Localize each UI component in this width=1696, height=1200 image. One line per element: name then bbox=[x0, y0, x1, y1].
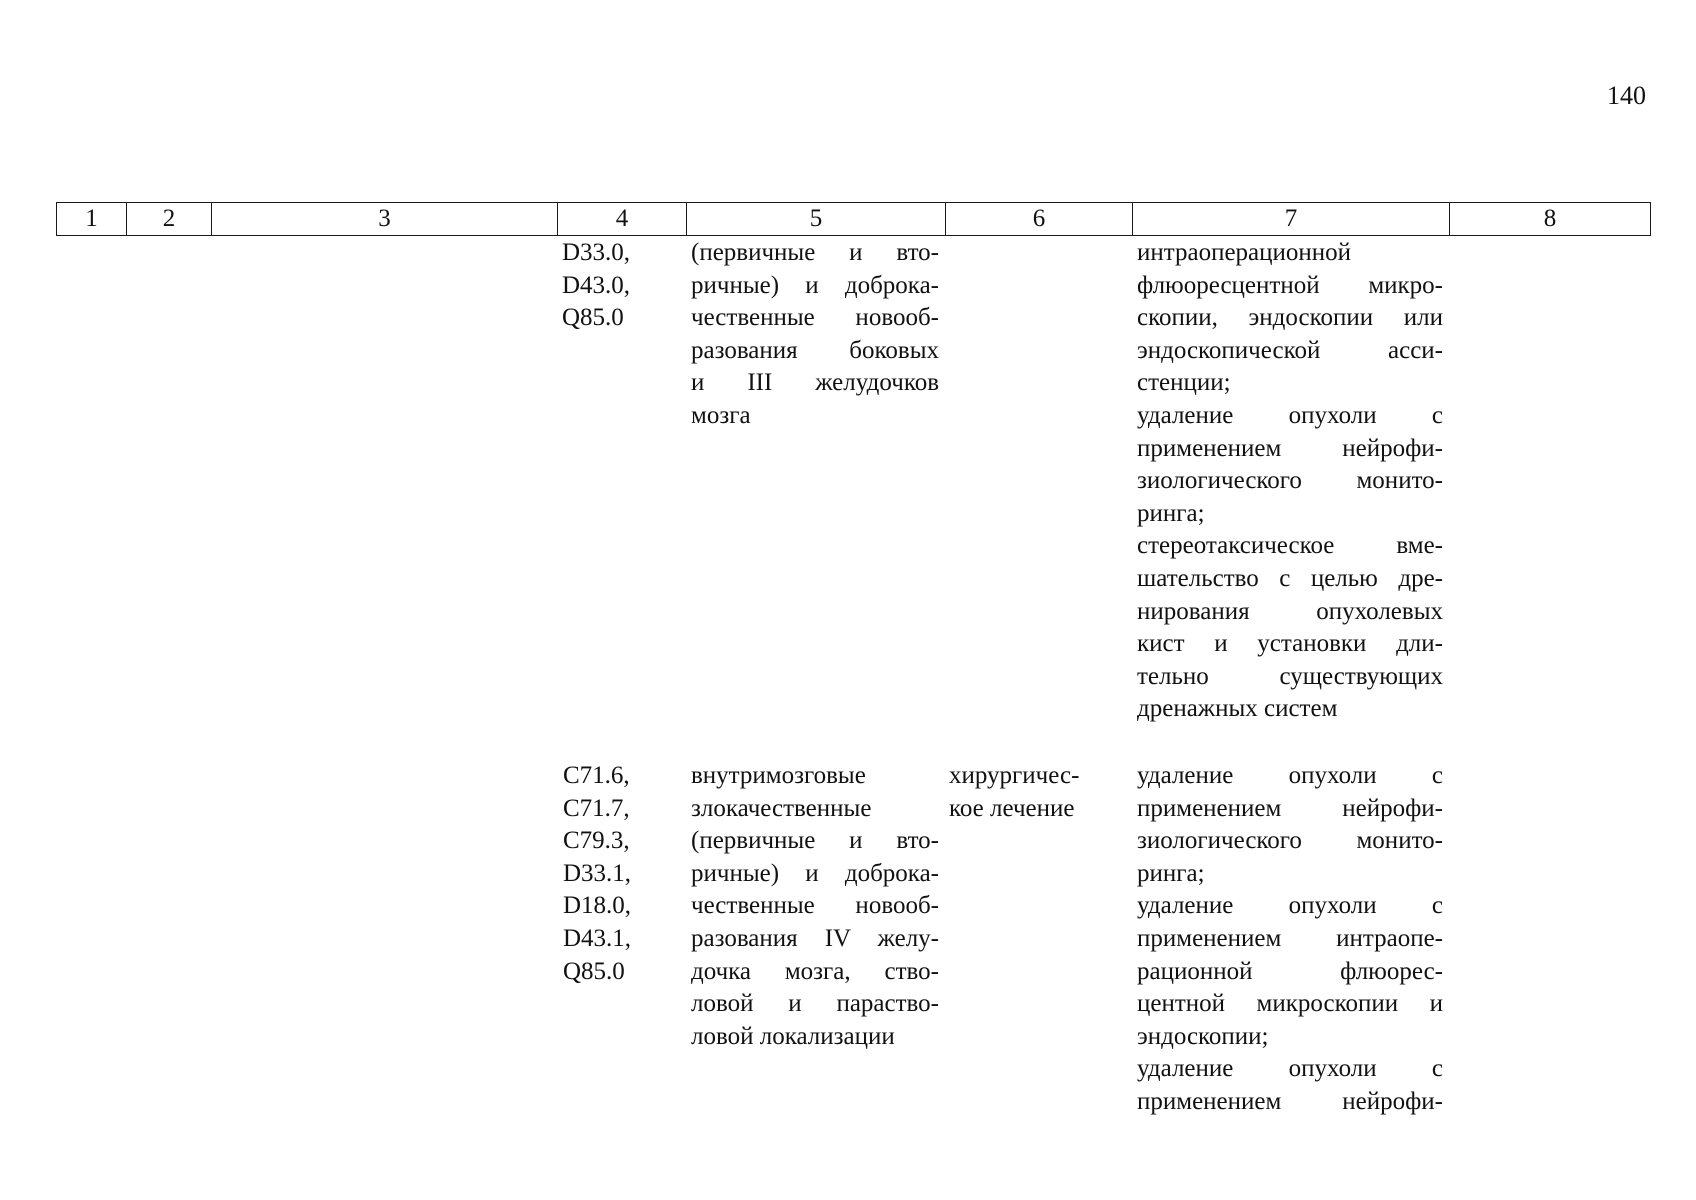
method-line: зиологического монито- bbox=[1137, 467, 1443, 495]
code: D33.0, bbox=[562, 239, 631, 266]
header-cell-5: 5 bbox=[686, 202, 945, 236]
method-line: удаление опухоли с bbox=[1137, 401, 1443, 429]
diagnosis-line: внутримозговые bbox=[691, 762, 866, 789]
diagnosis-line: чественные новооб- bbox=[691, 304, 939, 332]
method-line: эндоскопической асси- bbox=[1137, 336, 1443, 364]
row2-diagnosis bbox=[691, 760, 939, 1053]
row2-treatment-type bbox=[949, 760, 1099, 825]
page-number: 140 bbox=[1607, 81, 1646, 110]
method-line: тельно существующих bbox=[1137, 662, 1443, 690]
method-line: интраоперационной bbox=[1137, 239, 1352, 266]
diagnosis-line: (первичные и вто- bbox=[691, 239, 939, 266]
header-cell-6: 6 bbox=[945, 202, 1132, 236]
diagnosis-line: злокачественные bbox=[691, 794, 872, 822]
method-line: удаление опухоли с bbox=[1137, 892, 1443, 920]
row1-codes bbox=[562, 237, 682, 335]
method-line: скопии, эндоскопии или bbox=[1137, 304, 1443, 332]
treatment-type-line: хирургичес- bbox=[949, 762, 1080, 789]
header-cell-7: 7 bbox=[1132, 202, 1449, 236]
method-line: рационной флюорес- bbox=[1137, 957, 1443, 985]
method-line: удаление опухоли с bbox=[1137, 762, 1443, 789]
method-line: стенции; bbox=[1137, 369, 1231, 397]
method-line: центной микроскопии и bbox=[1137, 990, 1443, 1018]
method-line: кист и установки дли- bbox=[1137, 630, 1443, 658]
method-line: дренажных систем bbox=[1137, 695, 1338, 723]
diagnosis-line: мозга bbox=[691, 401, 751, 429]
header-cell-2: 2 bbox=[126, 202, 211, 236]
header-cell-4: 4 bbox=[557, 202, 686, 236]
method-line: ринга; bbox=[1137, 499, 1205, 527]
header-cell-1: 1 bbox=[56, 202, 126, 236]
method-line: зиологического монито- bbox=[1137, 827, 1443, 855]
diagnosis-line: разования IV желу- bbox=[691, 924, 939, 952]
diagnosis-line: и III желудочков bbox=[691, 369, 939, 397]
method-line: применением интраопе- bbox=[1137, 924, 1443, 952]
code: D33.1, bbox=[563, 859, 632, 887]
row1-methods bbox=[1137, 237, 1443, 726]
treatment-type-line: кое лечение bbox=[949, 794, 1075, 822]
code: C71.7, bbox=[563, 794, 630, 822]
diagnosis-line: ловой локализации bbox=[691, 1022, 895, 1050]
diagnosis-line: (первичные и вто- bbox=[691, 827, 939, 855]
code: Q85.0 bbox=[563, 957, 625, 985]
row2-codes bbox=[563, 760, 683, 988]
row2-methods bbox=[1137, 760, 1443, 1119]
method-line: стереотаксическое вме- bbox=[1137, 532, 1443, 560]
method-line: ринга; bbox=[1137, 859, 1205, 887]
diagnosis-line: ричные) и доброка- bbox=[691, 271, 939, 299]
method-line: нирования опухолевых bbox=[1137, 597, 1443, 625]
code: Q85.0 bbox=[562, 304, 624, 332]
diagnosis-line: ричные) и доброка- bbox=[691, 859, 939, 887]
diagnosis-line: дочка мозга, ство- bbox=[691, 957, 939, 985]
header-cell-3: 3 bbox=[211, 202, 557, 236]
diagnosis-line: ловой и параство- bbox=[691, 990, 939, 1018]
method-line: флюоресцентной микро- bbox=[1137, 271, 1443, 299]
diagnosis-line: разования боковых bbox=[691, 336, 939, 364]
method-line: применением нейрофи- bbox=[1137, 794, 1443, 822]
code: D43.1, bbox=[563, 924, 632, 952]
method-line: эндоскопии; bbox=[1137, 1022, 1269, 1050]
method-line: удаление опухоли с bbox=[1137, 1055, 1443, 1083]
method-line: шательство с целью дре- bbox=[1137, 564, 1443, 592]
code: D43.0, bbox=[562, 271, 631, 299]
code: C71.6, bbox=[563, 762, 630, 789]
method-line: применением нейрофи- bbox=[1137, 1087, 1443, 1115]
row1-diagnosis bbox=[691, 237, 939, 433]
header-cell-8: 8 bbox=[1449, 202, 1651, 236]
method-line: применением нейрофи- bbox=[1137, 434, 1443, 462]
diagnosis-line: чественные новооб- bbox=[691, 892, 939, 920]
code: C79.3, bbox=[563, 827, 630, 855]
code: D18.0, bbox=[563, 892, 632, 920]
